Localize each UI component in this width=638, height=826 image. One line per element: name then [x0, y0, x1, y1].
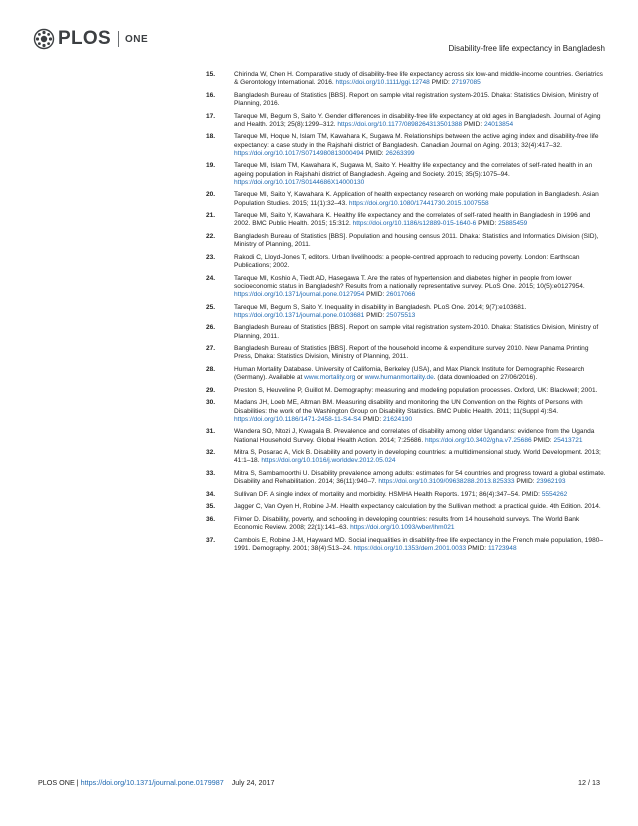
reference-link[interactable]: www.mortality.org [304, 374, 356, 382]
running-title: Disability-free life expectancy in Bangladesh [448, 44, 605, 53]
reference-link[interactable]: https://doi.org/10.1017/S0144686X14000130 [234, 178, 365, 186]
reference-number: 22. [206, 232, 216, 240]
reference-text [234, 516, 606, 532]
reference-text-segment: Tareque MI, Saito Y, Kawahara K. Application of health expectancy research on working male population in Bangladesh. Asian Population Studies. 2015; 11(1):32–43. [234, 191, 599, 207]
reference-text [234, 345, 606, 361]
logo-subtext: ONE [124, 33, 149, 45]
reference-number: 15. [206, 71, 216, 78]
logo-divider [118, 31, 119, 47]
reference-item [206, 233, 606, 249]
reference-text [234, 133, 606, 158]
reference-number: 16. [206, 91, 216, 99]
reference-text [234, 491, 606, 499]
reference-item [206, 162, 606, 187]
reference-text [234, 366, 606, 382]
reference-link[interactable]: https://doi.org/10.3109/09638288.2013.825333 [378, 478, 515, 486]
reference-item [206, 191, 606, 207]
reference-text-segment: Wandera SO, Ntozi J, Kwagala B. Prevalence and correlates of disability among older Ugandans: evidence from the Uganda National Household Survey. Global Health Action. 2014; 7:25686. [234, 428, 595, 444]
reference-number: 30. [206, 399, 216, 407]
reference-number: 26. [206, 324, 216, 332]
reference-list [206, 71, 606, 558]
reference-text [234, 92, 606, 108]
page-header [0, 0, 638, 60]
reference-number: 37. [206, 536, 216, 544]
reference-text-segment: PMID: [364, 311, 387, 319]
reference-link[interactable]: 25075513 [386, 311, 416, 319]
reference-link[interactable]: 25413721 [553, 436, 583, 444]
footer-journal: PLOS ONE [38, 778, 75, 787]
reference-text-segment: Bangladesh Bureau of Statistics [BBS]. Population and housing census 2011. Dhaka: Statistics and Informatics Division (SID), Ministry of Planning, 2011. [234, 232, 599, 249]
reference-text [234, 162, 606, 187]
footer-gap [224, 778, 232, 787]
reference-text-segment: Jagger C, Van Oyen H, Robine J-M. Health expectancy calculation by the Sullivan method: a practical guide. 4th Edition. 2014. [234, 503, 601, 511]
reference-text-segment: Tareque MI, Begum S, Saito Y. Inequality in disability in Bangladesh. PLoS One. 2014; 9(7):e103681. [234, 303, 527, 311]
reference-text [234, 324, 606, 340]
reference-link[interactable]: https://doi.org/10.1371/journal.pone.0127954 [234, 290, 365, 298]
reference-link[interactable]: 11723948 [487, 544, 517, 552]
reference-text [234, 537, 606, 553]
reference-number: 33. [206, 469, 216, 477]
reference-item [206, 503, 606, 511]
footer-date: July 24, 2017 [231, 778, 275, 787]
reference-link[interactable]: 27197085 [451, 79, 481, 87]
reference-item [206, 345, 606, 361]
reference-text [234, 191, 606, 207]
reference-number: 36. [206, 515, 216, 523]
reference-text-segment: Tareque MI, Begum S, Saito Y. Gender differences in disability-free life expectancy at old ages in Bangladesh. Journal of Aging and Health. 2013; 25(8):1299–312. [234, 112, 601, 128]
footer-separator: | [74, 778, 81, 787]
reference-text-segment: PMID: [364, 290, 387, 298]
reference-text [234, 71, 606, 87]
reference-link[interactable]: https://doi.org/10.1353/dem.2001.0033 [353, 544, 467, 552]
reference-number: 25. [206, 303, 216, 311]
reference-text [234, 233, 606, 249]
reference-number: 28. [206, 365, 216, 373]
reference-link[interactable]: 24013854 [483, 120, 514, 128]
reference-text-segment: Bangladesh Bureau of Statistics [BBS]. Report on sample vital registration system-2010. Dhaka: Statistics Division, Ministry of Planning, 2011. [234, 324, 599, 340]
reference-text [234, 428, 606, 444]
reference-item [206, 71, 606, 87]
reference-link[interactable]: 23962193 [536, 478, 566, 486]
reference-link[interactable]: https://doi.org/10.1080/17441730.2015.1007558 [348, 199, 489, 207]
reference-number: 23. [206, 253, 216, 261]
reference-link[interactable]: 25885459 [498, 220, 528, 228]
reference-item [206, 428, 606, 444]
reference-text [234, 503, 606, 511]
reference-text [234, 470, 606, 486]
reference-item [206, 275, 606, 300]
reference-number: 19. [206, 162, 216, 170]
reference-link[interactable]: 5554262 [541, 490, 568, 498]
reference-number: 34. [206, 490, 216, 498]
reference-item [206, 449, 606, 465]
footer-doi-link[interactable]: https://doi.org/10.1371/journal.pone.0179987 [80, 778, 224, 787]
reference-text-segment: Chirinda W, Chen H. Comparative study of disability-free life expectancy across six low-and middle-income countries. Geriatrics & Gerontology International. 2016. [234, 71, 603, 87]
reference-text-segment: Bangladesh Bureau of Statistics [BBS]. Report on sample vital registration system-2015. Dhaka: Statistics Division, Ministry of Planning, 2016. [234, 91, 599, 107]
reference-item [206, 324, 606, 340]
reference-text [234, 212, 606, 228]
reference-link[interactable]: https://doi.org/10.1111/ggi.12748 [335, 79, 430, 87]
reference-number: 24. [206, 274, 216, 282]
reference-number: 32. [206, 449, 216, 457]
reference-item [206, 212, 606, 228]
reference-link[interactable]: 26263399 [385, 149, 415, 157]
reference-text-segment: Mitra S, Posarac A, Vick B. Disability and poverty in developing countries: a multidimensional study. World Development. 2013; 41:1–18. [234, 449, 601, 465]
reference-link[interactable]: https://doi.org/10.3402/gha.v7.25686 [424, 436, 532, 444]
reference-text-segment: . (data downloaded on 27/06/2016). [433, 374, 538, 382]
plos-logo [33, 28, 148, 50]
reference-item [206, 113, 606, 129]
page-number: 12 / 13 [578, 778, 600, 787]
reference-item [206, 470, 606, 486]
reference-text-segment: Filmer D. Disability, poverty, and schooling in developing countries: results from 14 household surveys. The World Bank Economic Review. 2008; 22(1):141–63. [234, 515, 580, 532]
reference-item [206, 133, 606, 158]
reference-number: 18. [206, 133, 216, 141]
reference-text-segment: Madans JH, Loeb ME, Altman BM. Measuring disability and monitoring the UN Convention on the Rights of Persons with Disabilities: the work of the Washington Group on Disability Statistics. BMC Public Health. 2011; 11(Suppl 4):S4. [234, 399, 583, 415]
reference-text [234, 275, 606, 300]
reference-text-segment: PMID: [429, 79, 452, 87]
reference-text-segment: Tareque MI, Hoque N, Islam TM, Kawahara K, Sugawa M. Relationships between the active aging index and disability-free life expectancy: a case study in the Rajshahi district of Bangladesh. Canadian Journal on Aging. 2013; 32(4):417–32. [234, 133, 599, 149]
reference-text-segment: Rakodi C, Lloyd-Jones T, editors. Urban livelihoods: a people-centred approach to reducing poverty. London: Earthscan Publications; 2002. [234, 253, 580, 269]
reference-link[interactable]: https://doi.org/10.1016/j.worlddev.2012.05.024 [261, 457, 396, 465]
reference-text-segment: Tareque MI, Islam TM, Kawahara K, Sugawa M, Saito Y. Healthy life expectancy and the correlates of self-rated health in an ageing population in Rajshahi district of Bangladesh. Ageing and Society. 2015; 35(5):1075–94. [234, 162, 593, 178]
reference-number: 35. [206, 503, 216, 511]
reference-item [206, 254, 606, 270]
reference-text-segment: Mitra S, Sambamoorthi U. Disability prevalence among adults: estimates for 54 countries and progress toward a global estimate. Disability and Rehabilitation. 2014; 36(11):940–7. [234, 469, 606, 486]
reference-number: 27. [206, 345, 216, 353]
reference-text-segment: PMID: [361, 415, 383, 423]
reference-text-segment: PMID: [476, 220, 499, 228]
reference-link[interactable]: 26017066 [386, 290, 416, 298]
page-footer [38, 778, 600, 787]
reference-number: 31. [206, 428, 216, 436]
reference-text-segment: PMID: [363, 149, 386, 157]
reference-number: 21. [206, 212, 216, 220]
reference-item [206, 366, 606, 382]
reference-item [206, 516, 606, 532]
reference-item [206, 537, 606, 553]
reference-link[interactable]: https://doi.org/10.1186/s12889-015-1640-6 [352, 220, 477, 228]
reference-text [234, 449, 606, 465]
reference-text-segment: or [355, 374, 365, 382]
reference-item [206, 304, 606, 320]
reference-link[interactable]: https://doi.org/10.1093/wber/lhm021 [350, 524, 455, 532]
reference-text-segment: Sullivan DF. A single index of mortality and morbidity. HSMHA Health Reports. 1971; 86(4):347–54. PMID: [234, 490, 542, 498]
reference-number: 20. [206, 191, 216, 199]
reference-item [206, 387, 606, 395]
reference-link[interactable]: https://doi.org/10.1017/S0714980813000494 [234, 149, 364, 157]
reference-text [234, 399, 606, 424]
reference-link[interactable]: 21624190 [382, 415, 413, 423]
reference-text-segment: Tareque MI, Saito Y, Kawahara K. Healthy life expectancy and the correlates of self-rated health in Bangladesh in 1996 and 2002. BMC Public Health. 2015; 15:312. [234, 212, 591, 228]
plos-logo-icon [33, 28, 55, 50]
reference-text [234, 254, 606, 270]
reference-text [234, 113, 606, 129]
reference-text-segment: Cambois E, Robine J-M, Hayward MD. Social inequalities in disability-free life expectancy in the French male population, 1980–1991. Demography. 2001; 38(4):513–24. [234, 536, 603, 552]
reference-text-segment: Preston S, Heuveline P, Guillot M. Demography: measuring and modeling population processes. Oxford, UK: Blackwell; 2001. [234, 386, 598, 394]
logo-text: PLOS [58, 28, 111, 49]
reference-text-segment: PMID: [531, 436, 554, 444]
reference-text-segment: PMID: [466, 544, 488, 552]
reference-link[interactable]: https://doi.org/10.1186/1471-2458-11-S4-S4 [234, 415, 362, 423]
reference-text-segment: PMID: [462, 120, 484, 128]
reference-text-segment: PMID: [514, 478, 537, 486]
reference-number: 17. [206, 112, 216, 120]
reference-text [234, 387, 606, 395]
reference-item [206, 399, 606, 424]
reference-text-segment: Human Mortality Database. University of California, Berkeley (USA), and Max Planck Institute for Demographic Research (Germany). Available at [234, 365, 585, 382]
reference-item [206, 491, 606, 499]
reference-link[interactable]: https://doi.org/10.1371/journal.pone.0103681 [234, 311, 365, 319]
reference-link[interactable]: www.humanmortality.de [364, 374, 434, 382]
reference-text-segment: Bangladesh Bureau of Statistics [BBS]. Report of the household income & expenditure survey 2010. New Panama Printing Press, Dhaka: Statistics Division, Ministry of Planning, 2011. [234, 345, 589, 361]
reference-text [234, 304, 606, 320]
reference-number: 29. [206, 386, 216, 394]
reference-link[interactable]: https://doi.org/10.1177/0898264313501388 [337, 120, 463, 128]
reference-item [206, 92, 606, 108]
reference-text-segment: Tareque MI, Koshio A, Tiedt AD, Hasegawa T. Are the rates of hypertension and diabetes higher in people from lower socioeconomic status in Bangladesh? Results from a nationally representative survey. PLoS One. 2015; 10(5):e0127954. [234, 274, 585, 290]
